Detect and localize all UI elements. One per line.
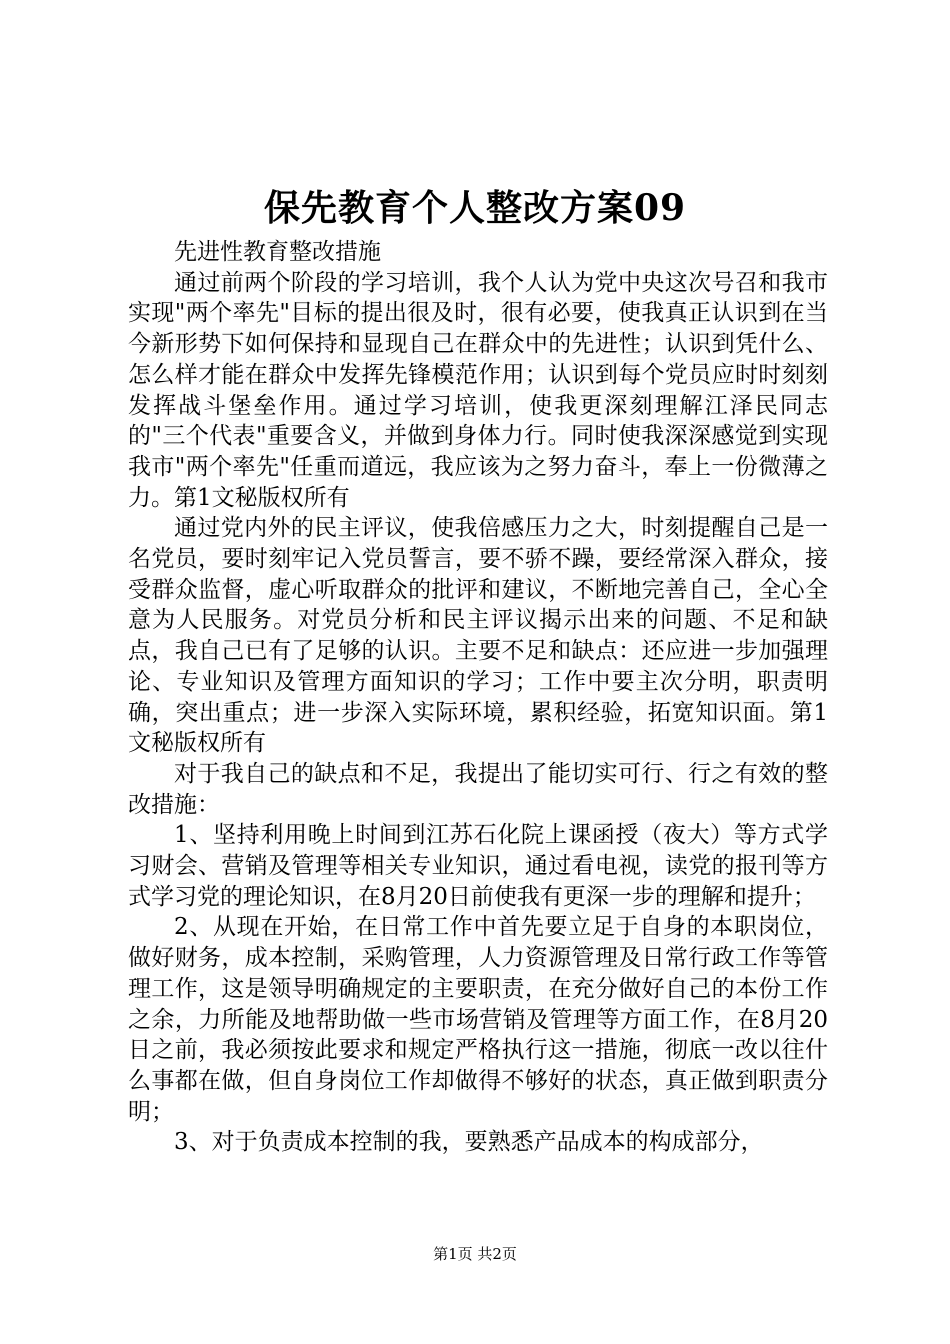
- body-paragraph: 3、对于负责成本控制的我，要熟悉产品成本的构成部分，: [174, 1129, 764, 1156]
- body-paragraph: 通过党内外的民主评议，使我倍感压力之大，时刻提醒自己是一名党员，要时刻牢记入党员誓言，要不骄不躁，要经常深入群众，接受群众监督，虚心听取群众的批评和建议，不断地完善自己，全心全意为人民服务。对党员分析和民主评议揭示出来的问题、不足和缺点，我自己已有了足够的认识。主要不足和缺点：还应进一步加强理论、专业知识及管理方面知识的学习；工作中要主次分明，职责明确，突出重点；进一步深入实际环境，累积经验，拓宽知识面。第1文秘版权所有: [128, 515, 828, 757]
- body-paragraph: 2、从现在开始，在日常工作中首先要立足于自身的本职岗位，做好财务，成本控制，采购管理，人力资源管理及日常行政工作等管理工作，这是领导明确规定的主要职责，在充分做好自己的本份工作之余，力所能及地帮助做一些市场营销及管理等方面工作，在8月20日之前，我必须按此要求和规定严格执行这一措施，彻底一改以往什么事都在做，但自身岗位工作却做得不够好的状态，真正做到职责分明；: [128, 914, 828, 1125]
- document-body: [128, 237, 828, 1158]
- body-paragraph: 1、坚持利用晚上时间到江苏石化院上课函授（夜大）等方式学习财会、营销及管理等相关专业知识，通过看电视，读党的报刊等方式学习党的理论知识，在8月20日前使我有更深一步的理解和提升；: [128, 822, 828, 910]
- body-paragraph: 通过前两个阶段的学习培训，我个人认为党中央这次号召和我市实现"两个率先"目标的提出很及时，很有必要，使我真正认识到在当今新形势下如何保持和显现自己在群众中的先进性；认识到凭什么、怎么样才能在群众中发挥先锋模范作用；认识到每个党员应时时刻刻发挥战斗堡垒作用。通过学习培训，使我更深刻理解江泽民同志的"三个代表"重要含义，并做到身体力行。同时使我深深感觉到实现我市"两个率先"任重而道远，我应该为之努力奋斗，奉上一份微薄之力。第1文秘版权所有: [128, 269, 828, 511]
- section-heading: 先进性教育整改措施: [174, 239, 381, 265]
- document-title: 保先教育个人整改方案09: [263, 187, 687, 229]
- body-paragraph: 对于我自己的缺点和不足，我提出了能切实可行、行之有效的整改措施：: [128, 760, 828, 818]
- page-number-footer: 第1页 共2页: [433, 1245, 517, 1263]
